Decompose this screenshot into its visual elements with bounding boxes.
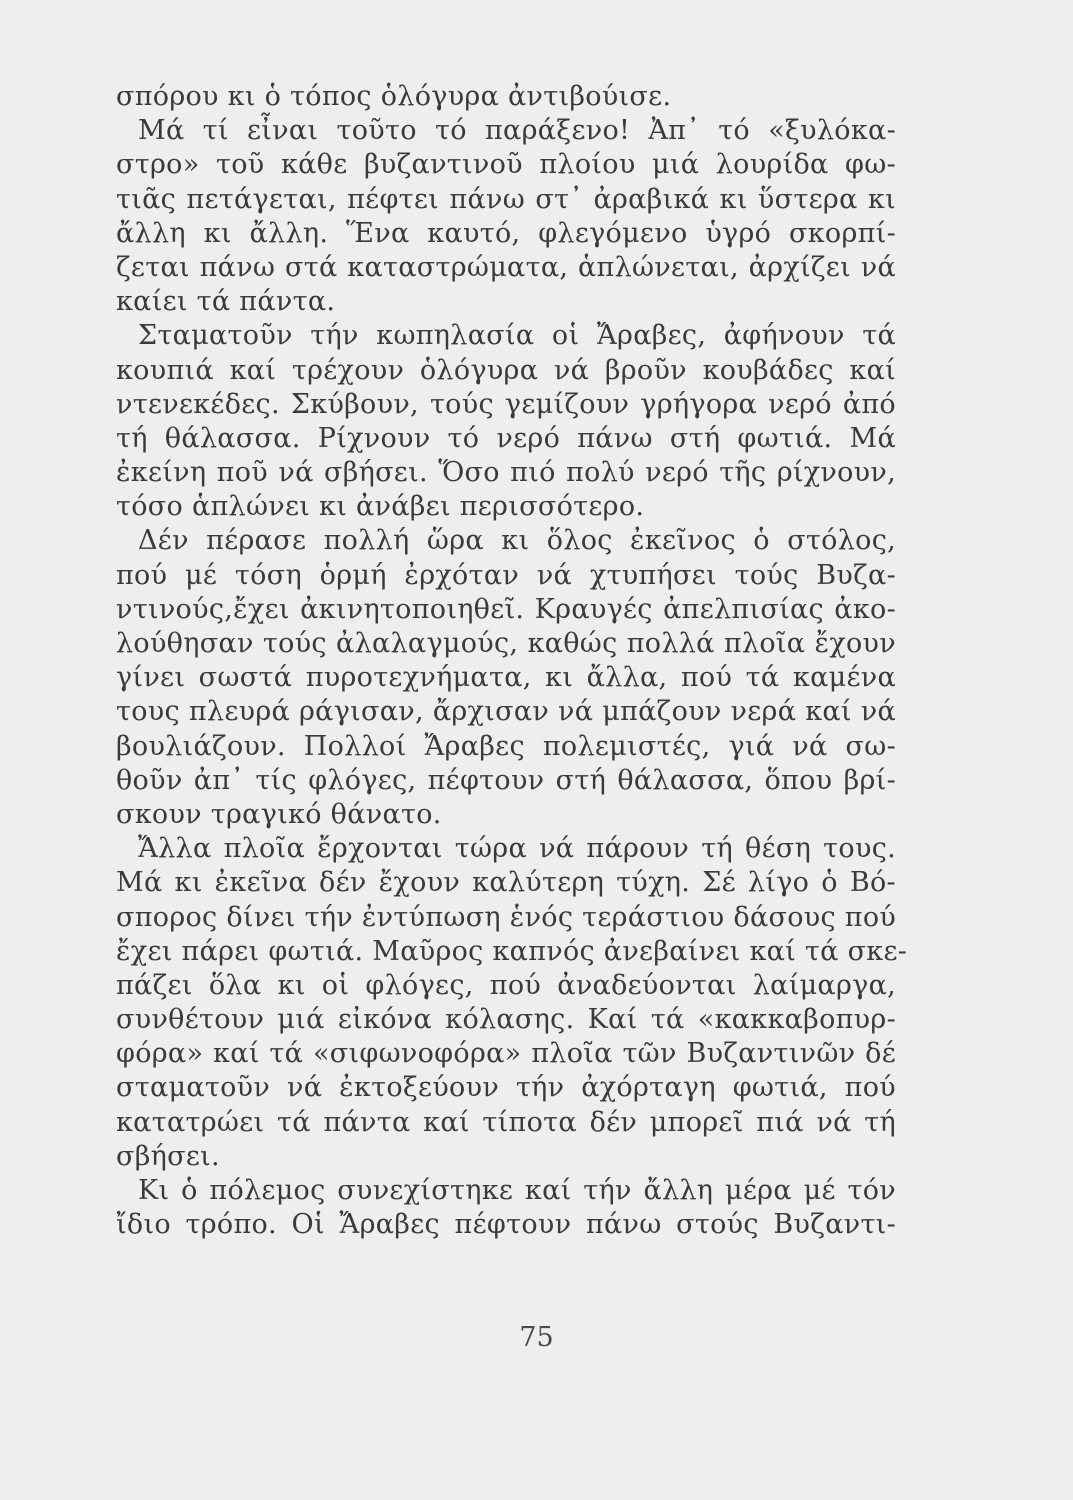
text-line: τή θάλασσα. Ρίχνουν τό νερό πάνω στή φωτιά. Μά [116,422,896,454]
text-line: ἄλλη κι ἄλλη. Ἕνα καυτό, φλεγόμενο ὑγρό σκορπί- [116,217,896,249]
text-line: τόσο ἁπλώνει κι ἀνάβει περισσότερο. [116,491,645,523]
text-line: τους πλευρά ράγισαν, ἄρχισαν νά μπάζουν νερά καί νά [116,696,896,728]
text-line: ἔχει πάρει φωτιά. Μαῦρος καπνός ἀνεβαίνει καί τά σκε- [116,935,908,967]
text-line: γίνει σωστά πυροτεχνήματα, κι ἄλλα, πού τά καμένα [116,662,896,694]
text-line: πού μέ τόση ὁρμή ἐρχόταν νά χτυπήσει τούς Βυζα- [116,559,896,591]
text-line: τιᾶς πετάγεται, πέφτει πάνω στ᾿ ἀραβικά κι ὕστερα κι [116,183,896,215]
text-line: πάζει ὅλα κι οἱ φλόγες, πού ἀναδεύονται λαίμαργα, [116,969,896,1001]
text-line: ζεται πάνω στά καταστρώματα, ἁπλώνεται, ἀρχίζει νά [116,251,896,283]
text-line: βουλιάζουν. Πολλοί Ἄραβες πολεμιστές, γιά νά σω- [116,730,896,762]
text-line: Ἄλλα πλοῖα ἔρχονται τώρα νά πάρουν τή θέση τους. [138,833,896,865]
text-line: σκουν τραγικό θάνατο. [116,798,442,830]
text-line: λούθησαν τούς ἀλαλαγμούς, καθώς πολλά πλοῖα ἔχουν [116,628,896,659]
text-line: σπορος δίνει τήν ἐντύπωση ἑνός τεράστιου δάσους πού [116,901,897,933]
text-line: φόρα» καί τά «σιφωνοφόρα» πλοῖα τῶν Βυζαντινῶν δέ [116,1038,896,1070]
text-line: ντενεκέδες. Σκύβουν, τούς γεμίζουν γρήγορα νερό ἀπό [116,388,896,420]
body-text [116,80,908,1242]
text-line: Μά κι ἐκεῖνα δέν ἔχουν καλύτερη τύχη. Σέ λίγο ὁ Βό- [116,867,896,899]
text-line: σταματοῦν νά ἐκτοξεύουν τήν ἀχόρταγη φωτιά, πού [116,1072,896,1104]
text-line: καίει τά πάντα. [116,286,336,318]
text-line: ἐκείνη ποῦ νά σβήσει. Ὅσο πιό πολύ νερό τῆς ρίχνουν, [116,457,896,489]
text-line: κατατρώει τά πάντα καί τίποτα δέν μπορεῖ πιά νά τή [116,1106,896,1138]
text-line: Μά τί εἶναι τοῦτο τό παράξενο! Ἀπ᾿ τό «ξυλόκα- [138,115,896,147]
text-line: συνθέτουν μιά εἰκόνα κόλασης. Καί τά «κακκαβοπυρ- [116,1004,896,1036]
text-line: σβήσει. [116,1140,220,1172]
text-line: κουπιά καί τρέχουν ὁλόγυρα νά βροῦν κουβάδες καί [116,354,896,386]
text-line: ἴδιο τρόπο. Οἱ Ἄραβες πέφτουν πάνω στούς Βυζαντι- [116,1209,896,1241]
page-number: 75 [519,1322,554,1353]
text-line: σπόρου κι ὁ τόπος ὁλόγυρα ἀντιβούισε. [116,81,672,112]
text-line: Κι ὁ πόλεμος συνεχίστηκε καί τήν ἄλλη μέρα μέ τόν [138,1175,896,1206]
text-line: Δέν πέρασε πολλή ὥρα κι ὅλος ἐκεῖνος ὁ στόλος, [138,525,896,557]
text-line: στρο» τοῦ κάθε βυζαντινοῦ πλοίου μιά λουρίδα φω- [116,149,896,181]
text-line: ντινούς,ἔχει ἀκινητοποιηθεῖ. Κραυγές ἀπελπισίας ἀκο- [116,593,896,625]
text-line: θοῦν ἀπ᾿ τίς φλόγες, πέφτουν στή θάλασσα, ὅπου βρί- [116,764,896,796]
text-line: Σταματοῦν τήν κωπηλασία οἱ Ἄραβες, ἀφήνουν τά [138,320,896,352]
